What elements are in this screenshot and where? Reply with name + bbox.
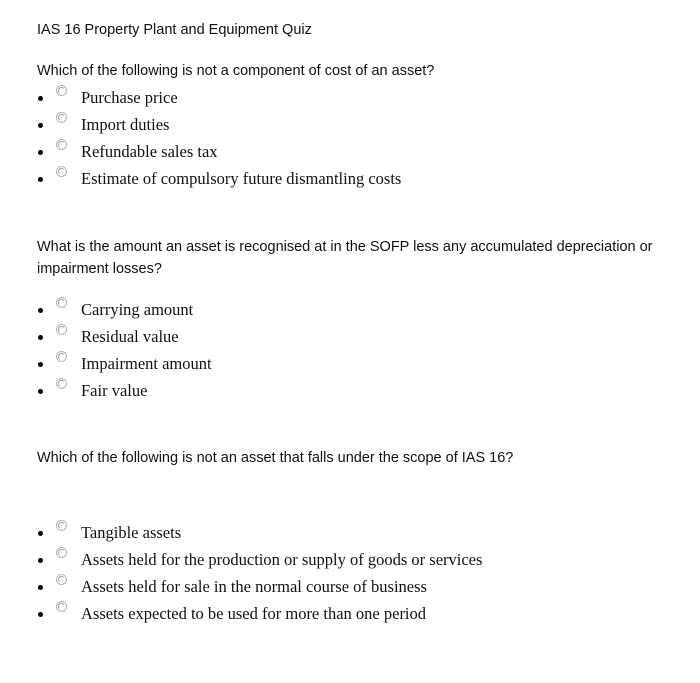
radio-button[interactable]	[56, 351, 67, 362]
radio-button[interactable]	[56, 297, 67, 308]
option-impairment-amount	[34, 350, 654, 377]
option-label: Purchase price	[81, 88, 178, 107]
question-3-text: Which of the following is not an asset that falls under the scope of IAS 16?	[37, 450, 514, 466]
option-label: Import duties	[81, 115, 170, 134]
option-production-supply-assets	[34, 546, 654, 573]
radio-button[interactable]	[56, 166, 67, 177]
radio-button[interactable]	[56, 601, 67, 612]
page-title: IAS 16 Property Plant and Equipment Quiz	[37, 22, 312, 38]
option-residual-value	[34, 323, 654, 350]
option-label: Assets held for the production or supply of goods or services	[81, 550, 483, 569]
bullet-icon	[38, 612, 43, 617]
option-more-than-one-period	[34, 600, 654, 627]
radio-button[interactable]	[56, 574, 67, 585]
radio-button[interactable]	[56, 112, 67, 123]
bullet-icon	[38, 150, 43, 155]
bullet-icon	[38, 362, 43, 367]
option-label: Tangible assets	[81, 523, 182, 542]
radio-button[interactable]	[56, 324, 67, 335]
bullet-icon	[38, 558, 43, 563]
option-label: Estimate of compulsory future dismantling costs	[81, 169, 402, 188]
question-3-options	[34, 519, 654, 627]
option-label: Assets expected to be used for more than one period	[81, 604, 427, 623]
option-fair-value	[34, 377, 654, 404]
option-carrying-amount	[34, 296, 654, 323]
option-label: Assets held for sale in the normal course of business	[81, 577, 427, 596]
bullet-icon	[38, 123, 43, 128]
option-refundable-sales-tax	[34, 138, 654, 165]
radio-button[interactable]	[56, 547, 67, 558]
bullet-icon	[38, 177, 43, 182]
radio-button[interactable]	[56, 378, 67, 389]
bullet-icon	[38, 96, 43, 101]
option-import-duties	[34, 111, 654, 138]
question-2-options	[34, 296, 654, 404]
question-2-text: What is the amount an asset is recognised at in the SOFP less any accumulated depreciation or impairment losses?	[37, 239, 653, 277]
option-label: Refundable sales tax	[81, 142, 218, 161]
option-tangible-assets	[34, 519, 654, 546]
option-dismantling-costs	[34, 165, 654, 192]
question-1-text: Which of the following is not a component of cost of an asset?	[37, 63, 435, 79]
option-label: Residual value	[81, 327, 179, 346]
radio-button[interactable]	[56, 139, 67, 150]
radio-button[interactable]	[56, 85, 67, 96]
radio-button[interactable]	[56, 520, 67, 531]
option-label: Impairment amount	[81, 354, 212, 373]
option-label: Carrying amount	[81, 300, 194, 319]
bullet-icon	[38, 308, 43, 313]
option-held-for-sale-assets	[34, 573, 654, 600]
bullet-icon	[38, 585, 43, 590]
bullet-icon	[38, 531, 43, 536]
option-label: Fair value	[81, 381, 148, 400]
bullet-icon	[38, 389, 43, 394]
option-purchase-price	[34, 84, 654, 111]
question-1-options	[34, 84, 654, 192]
bullet-icon	[38, 335, 43, 340]
